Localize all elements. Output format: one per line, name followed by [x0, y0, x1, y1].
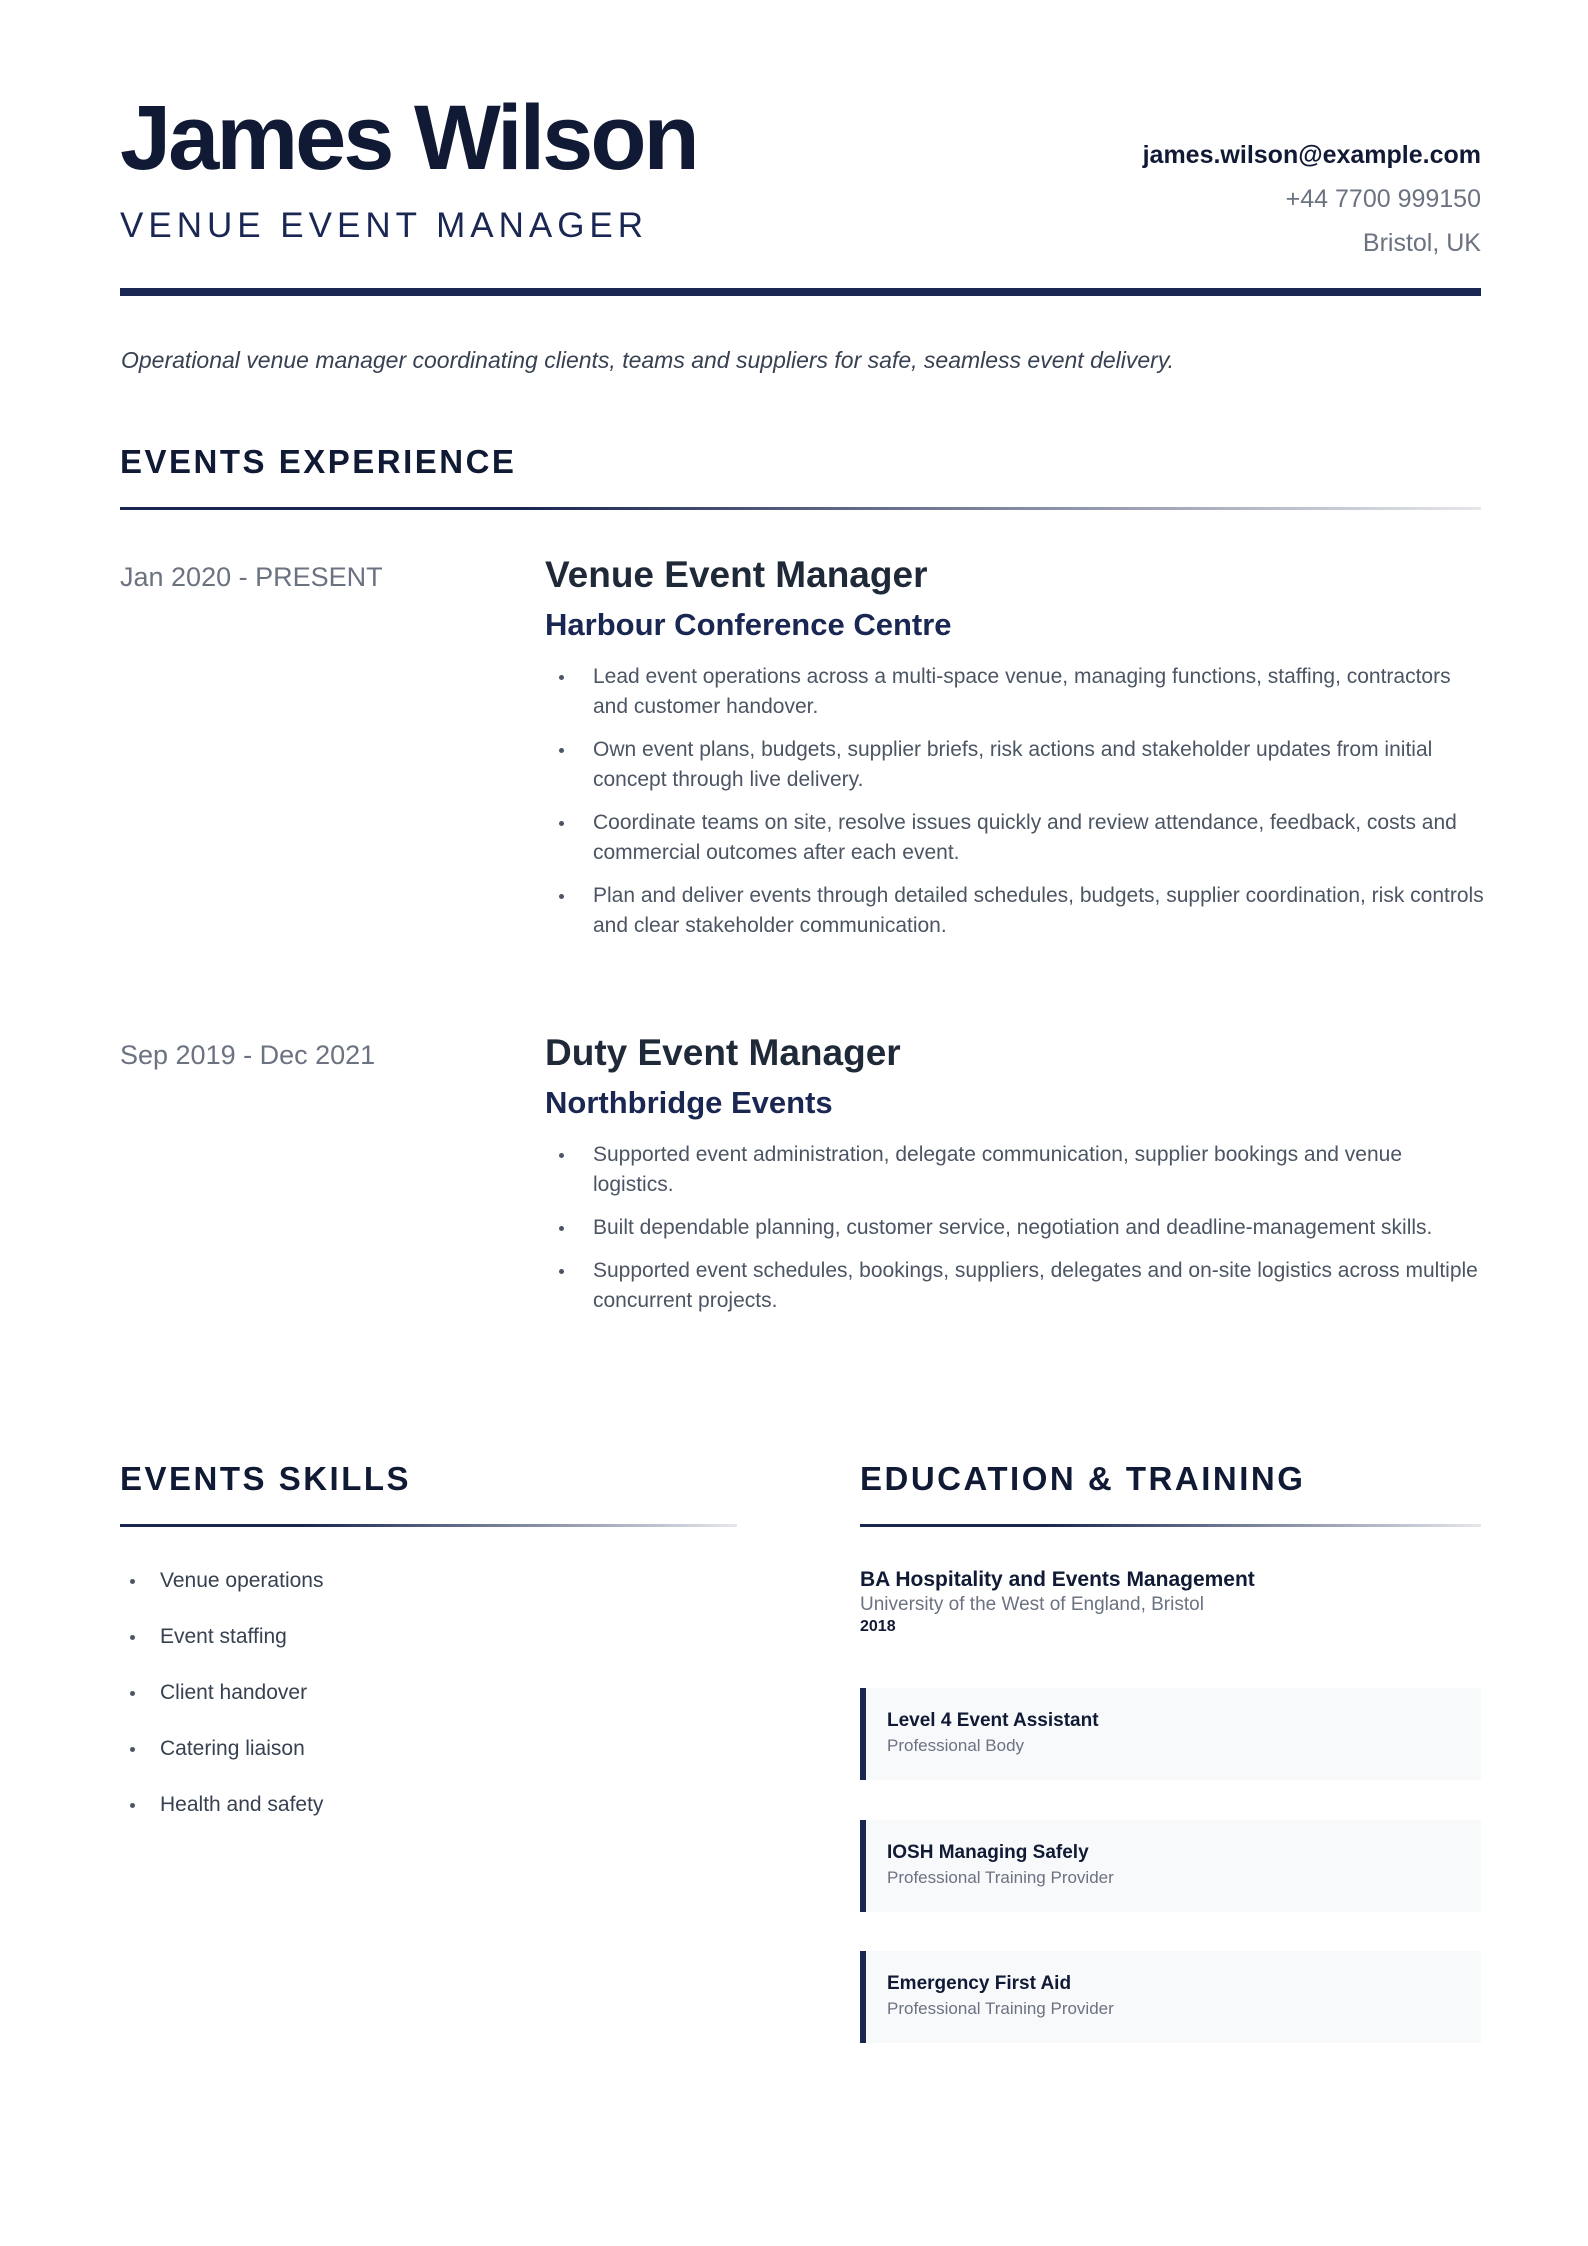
job-date: Sep 2019 - Dec 2021: [120, 1040, 376, 1070]
job-date: Jan 2020 - PRESENT: [120, 562, 383, 592]
certification-name: Level 4 Event Assistant: [887, 1710, 1099, 1731]
candidate-role: VENUE EVENT MANAGER: [120, 206, 649, 245]
skill-item: Event staffing: [120, 1622, 323, 1678]
candidate-name: James Wilson: [120, 87, 697, 189]
certification-name: IOSH Managing Safely: [887, 1842, 1089, 1863]
skill-item: Catering liaison: [120, 1734, 323, 1790]
education-entry: [860, 1568, 1481, 1636]
school-name: University of the West of England, Bristol: [860, 1594, 1204, 1615]
education-heading: EDUCATION & TRAINING: [860, 1460, 1306, 1497]
certification-provider: Professional Training Provider: [887, 1868, 1114, 1887]
job-bullet: Coordinate teams on site, resolve issues quickly and review attendance, feedback, costs and commercial outcomes after each event.: [545, 808, 1485, 868]
education-divider: [860, 1524, 1481, 1527]
skill-item: Venue operations: [120, 1566, 323, 1622]
certification-name: Emergency First Aid: [887, 1973, 1072, 1994]
profile-summary: Operational venue manager coordinating clients, teams and suppliers for safe, seamless event delivery.: [121, 347, 1175, 373]
job-title: Duty Event Manager: [545, 1032, 901, 1073]
contact-phone: +44 7700 999150: [1285, 185, 1481, 213]
job-bullet: Supported event administration, delegate communication, supplier bookings and venue logistics.: [545, 1140, 1485, 1200]
contact-block: [1143, 133, 1481, 265]
skills-heading: EVENTS SKILLS: [120, 1460, 412, 1497]
job-bullet: Built dependable planning, customer service, negotiation and deadline-management skills.: [545, 1213, 1485, 1243]
certification-provider: Professional Training Provider: [887, 1999, 1114, 2018]
degree-name: BA Hospitality and Events Management: [860, 1568, 1255, 1591]
job-company: Harbour Conference Centre: [545, 607, 952, 642]
contact-email[interactable]: james.wilson@example.com: [1142, 141, 1481, 169]
job-bullet: Plan and deliver events through detailed schedules, budgets, supplier coordination, risk controls and clear stakeholder communication.: [545, 881, 1485, 941]
job-company: Northbridge Events: [545, 1085, 833, 1120]
certification-card: [860, 1951, 1481, 2043]
job-bullets: [545, 1140, 1485, 1329]
contact-location: Bristol, UK: [1362, 229, 1481, 257]
certification-card: [860, 1688, 1481, 1780]
certification-card: [860, 1820, 1481, 1912]
skill-item: Health and safety: [120, 1790, 323, 1846]
job-title: Venue Event Manager: [545, 554, 928, 595]
graduation-year: 2018: [860, 1618, 896, 1635]
experience-divider: [120, 507, 1481, 510]
skill-item: Client handover: [120, 1678, 323, 1734]
job-bullet: Own event plans, budgets, supplier briefs, risk actions and stakeholder updates from initial concept through live delivery.: [545, 735, 1485, 795]
job-bullet: Lead event operations across a multi-space venue, managing functions, staffing, contractors and customer handover.: [545, 662, 1485, 722]
experience-heading: EVENTS EXPERIENCE: [120, 443, 517, 480]
skills-divider: [120, 1524, 737, 1527]
job-bullets: [545, 662, 1485, 954]
certification-provider: Professional Body: [887, 1736, 1025, 1755]
header-divider: [120, 288, 1481, 296]
skills-list: [120, 1566, 323, 1846]
job-bullet: Supported event schedules, bookings, suppliers, delegates and on-site logistics across multiple concurrent projects.: [545, 1256, 1485, 1316]
